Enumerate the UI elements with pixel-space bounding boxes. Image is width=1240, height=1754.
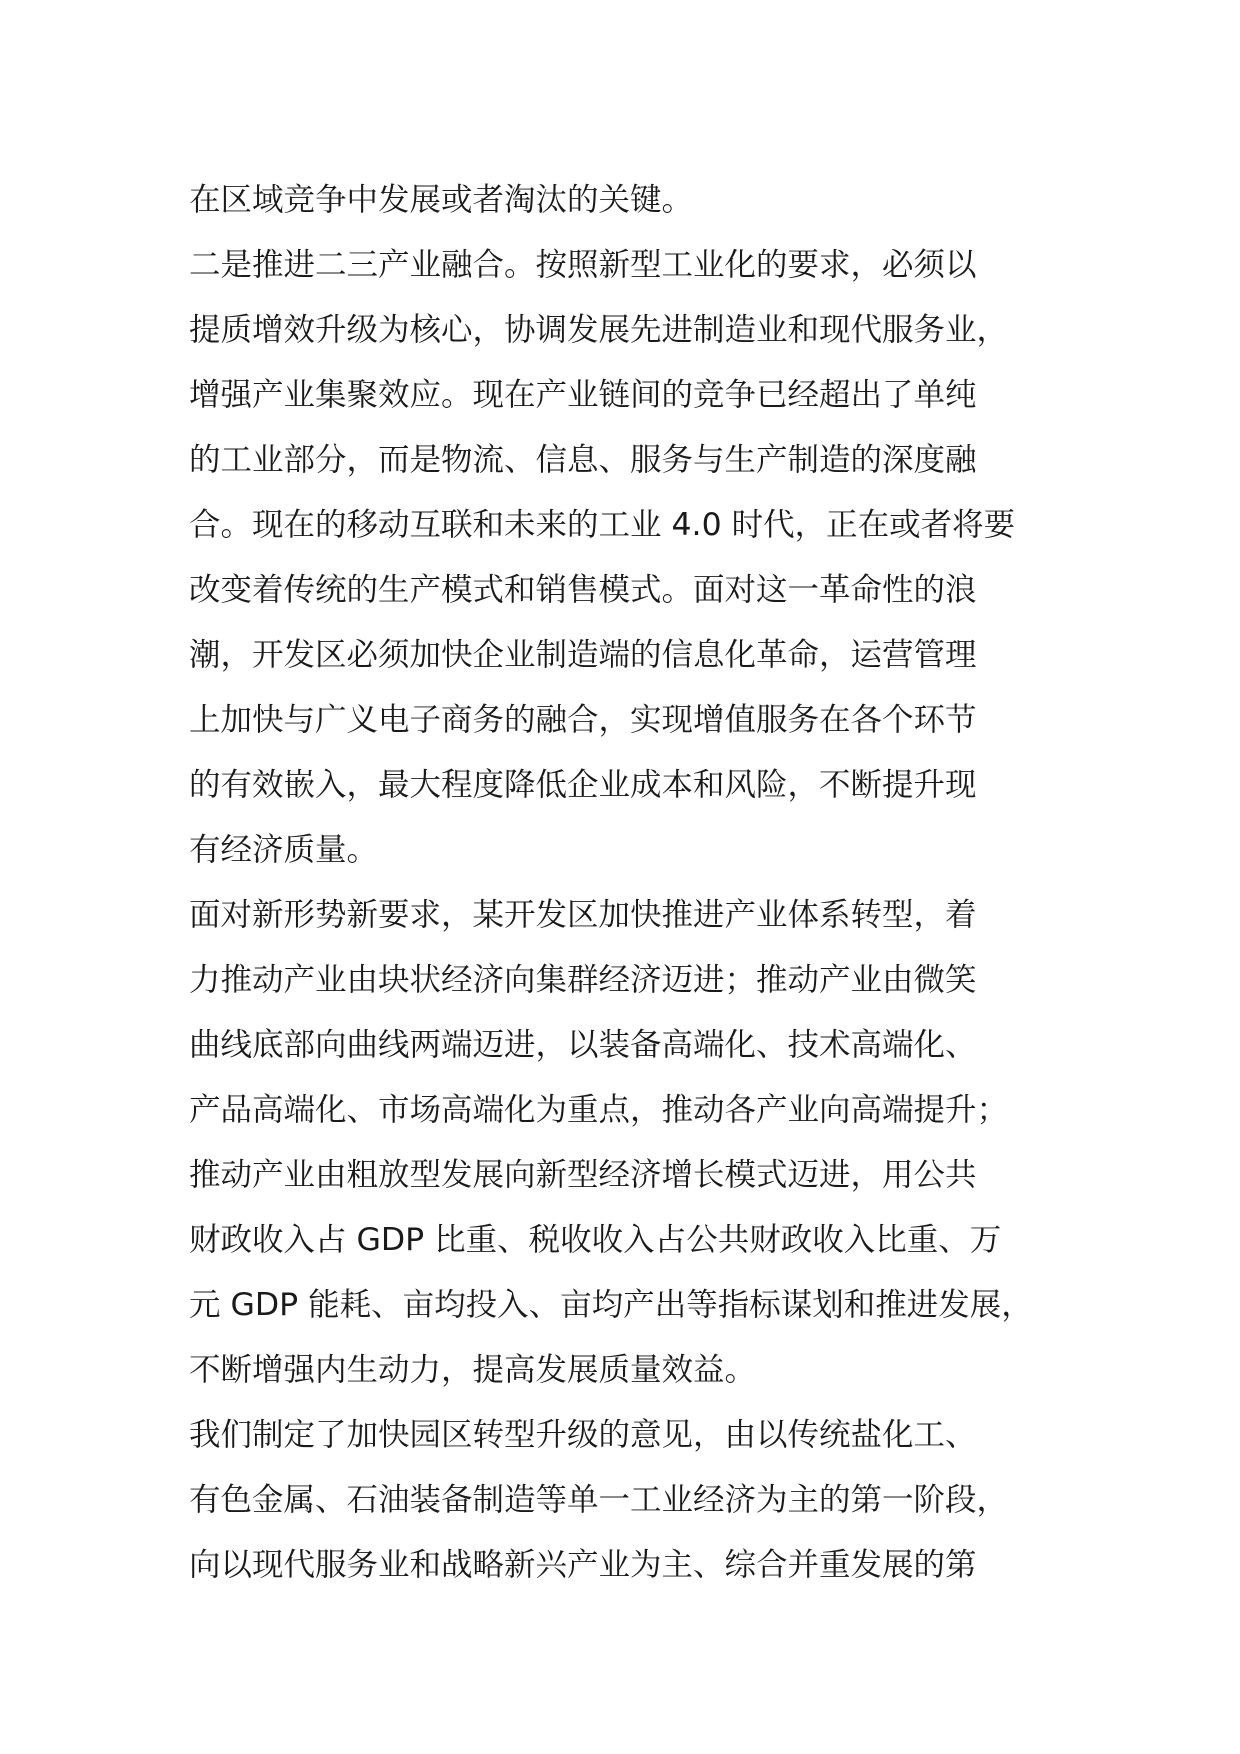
text-line: 我们制定了加快园区转型升级的意见，由以传统盐化工、 [189, 1417, 977, 1453]
text-line: 力推动产业由块状经济向集群经济迈进；推动产业由微笑 [189, 962, 977, 998]
text-line: 有经济质量。 [189, 832, 379, 868]
text-line: 向以现代服务业和战略新兴产业为主、综合并重发展的第 [189, 1547, 977, 1583]
paragraph-3 [189, 883, 1069, 1403]
text-line: 改变着传统的生产模式和销售模式。面对这一革命性的浪 [189, 572, 977, 608]
paragraph-2 [189, 233, 1069, 883]
text-line: 财政收入占 GDP 比重、税收收入占公共财政收入比重、万 [189, 1222, 1002, 1258]
text-line: 有色金属、石油装备制造等单一工业经济为主的第一阶段， [189, 1482, 1009, 1518]
text-line: 的工业部分，而是物流、信息、服务与生产制造的深度融 [189, 442, 977, 478]
text-line: 潮，开发区必须加快企业制造端的信息化革命，运营管理 [189, 637, 977, 673]
text-line: 合。现在的移动互联和未来的工业 4.0 时代，正在或者将要 [189, 507, 1016, 543]
text-line: 曲线底部向曲线两端迈进，以装备高端化、技术高端化、 [189, 1027, 977, 1063]
text-line: 的有效嵌入，最大程度降低企业成本和风险，不断提升现 [189, 767, 977, 803]
text-line: 提质增效升级为核心，协调发展先进制造业和现代服务业， [189, 312, 1009, 348]
text-line: 增强产业集聚效应。现在产业链间的竞争已经超出了单纯 [189, 377, 977, 413]
text-line: 在区域竞争中发展或者淘汰的关键。 [189, 182, 694, 218]
text-line: 不断增强内生动力，提高发展质量效益。 [189, 1352, 757, 1388]
text-line: 上加快与广义电子商务的融合，实现增值服务在各个环节 [189, 702, 977, 738]
paragraph-4 [189, 1403, 1069, 1598]
text-line: 推动产业由粗放型发展向新型经济增长模式迈进，用公共 [189, 1157, 977, 1193]
text-line: 面对新形势新要求，某开发区加快推进产业体系转型，着 [189, 897, 977, 933]
text-line: 产品高端化、市场高端化为重点，推动各产业向高端提升； [189, 1092, 1009, 1128]
text-line: 元 GDP 能耗、亩均投入、亩均产出等指标谋划和推进发展， [189, 1287, 1033, 1323]
text-line: 二是推进二三产业融合。按照新型工业化的要求，必须以 [189, 247, 977, 283]
paragraph-1 [189, 168, 1069, 233]
document-body [189, 168, 1069, 1598]
